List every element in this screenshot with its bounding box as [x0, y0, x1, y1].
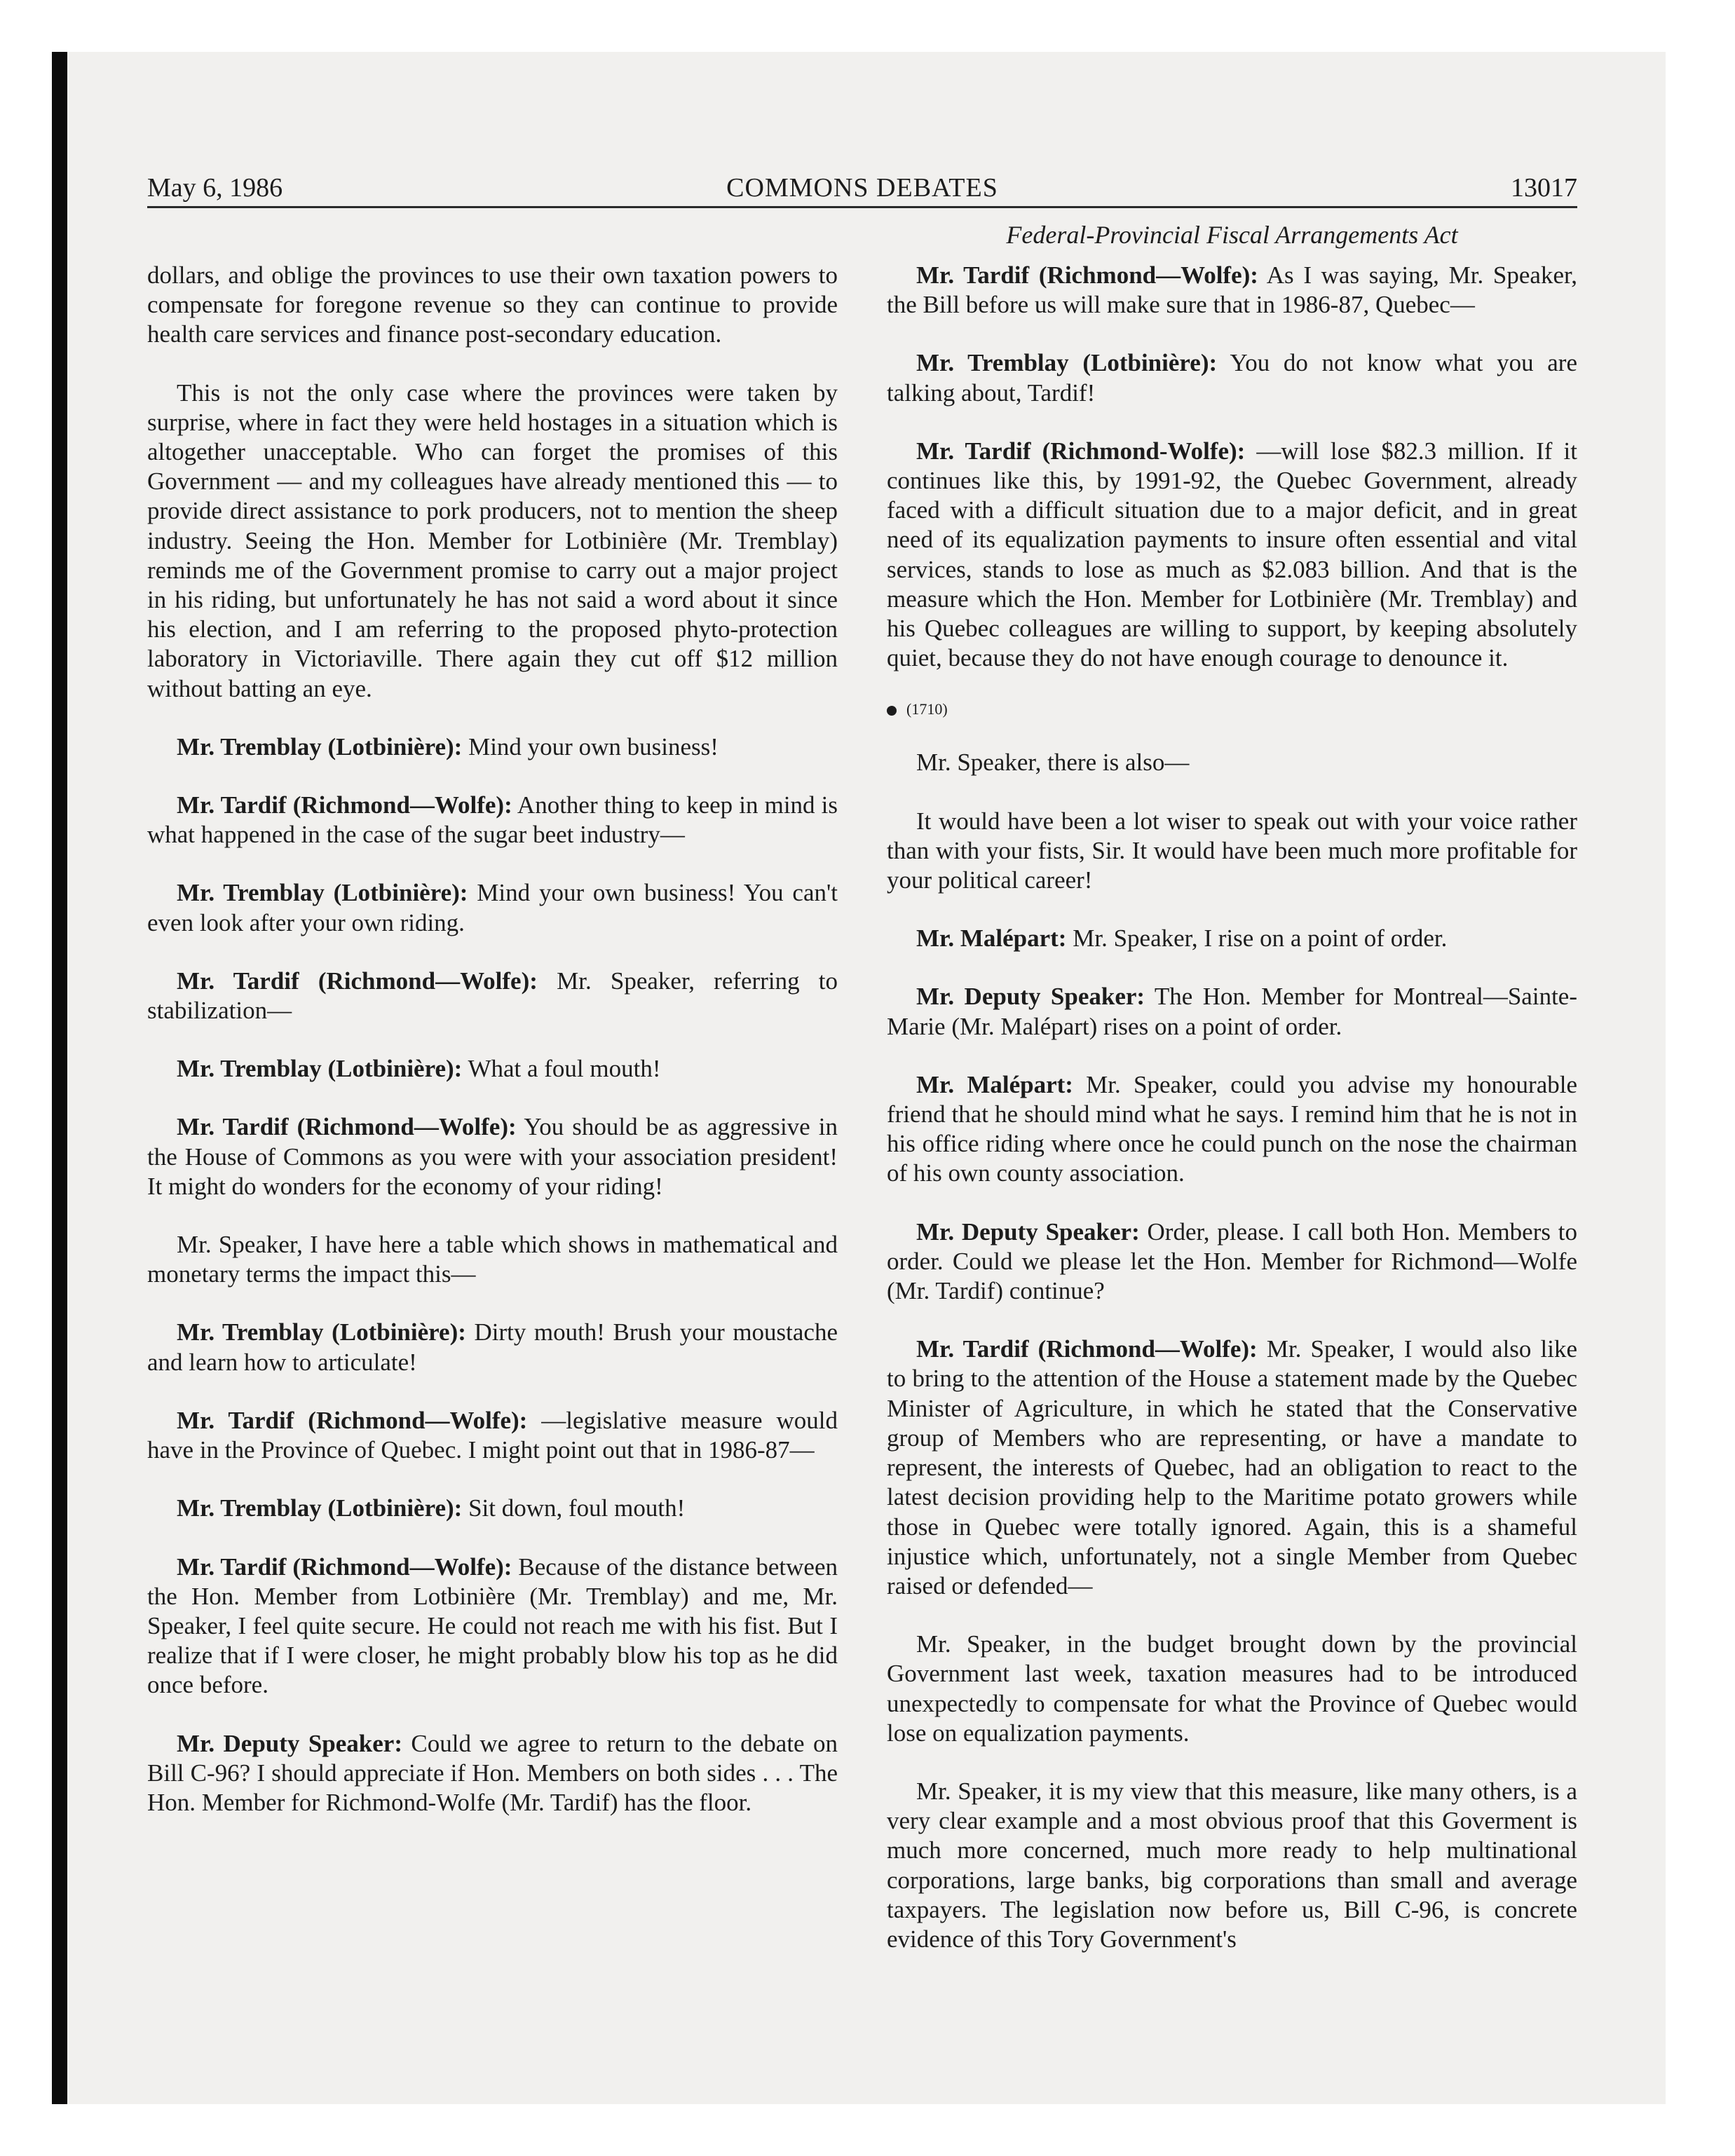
speaker-name: Mr. Tardif (Richmond—Wolfe):	[177, 1553, 512, 1581]
section-title: Federal-Provincial Fiscal Arrangements Act	[1006, 221, 1458, 249]
speech-text: Dirty mouth! Brush your moustache and learn how to articulate!	[147, 1318, 838, 1376]
speech-text: Mr. Speaker, in the budget brought down by the provincial Government last week, taxation measures had to be introduced unexpectedly to compensate for what the Province of Quebec would lose on equalization payments.	[887, 1630, 1577, 1747]
paragraph	[887, 348, 1577, 407]
speech-text: Could we agree to return to the debate on Bill C-96? I should appreciate if Hon. Members on both sides . . . The Hon. Member for Richmond-Wolfe (Mr. Tardif) has the floor.	[147, 1729, 838, 1816]
speech-text: The Hon. Member for Montreal—Sainte-Marie (Mr. Malépart) rises on a point of order.	[887, 983, 1577, 1040]
speech-text: This is not the only case where the provinces were taken by surprise, where in fact they were held hostages in a situation which is altogether unacceptable. Who can forget the promises of this Government — and my colleagues have already mentioned this — to provide direct assistance to pork producers, not to mention the sheep industry. Seeing the Hon. Member for Lotbinière (Mr. Tremblay) reminds me of the Government promise to carry out a major project in his riding, but unfortunately he has not said a word about it since his election, and I am referring to the proposed phyto-protection laboratory in Victoriaville. There again they cut off $12 million without batting an eye.	[147, 378, 838, 702]
paragraph	[887, 261, 1577, 320]
speaker-name: Mr. Tardif (Richmond—Wolfe):	[916, 1335, 1258, 1363]
paragraph	[887, 1335, 1577, 1601]
speech-text: Order, please. I call both Hon. Members to order. Could we please let the Hon. Member for Richmond—Wolfe (Mr. Tardif) continue?	[887, 1217, 1577, 1305]
right-column-part-a	[887, 261, 1577, 673]
paragraph	[147, 1406, 838, 1465]
speech-text: —will lose $82.3 million. If it continues like this, by 1991-92, the Quebec Government, already faced with a difficult situation due to a major deficit, and in great need of its equalization payments to insure often essential and vital services, stands to lose as much as $2.083 billion. And that is the measure which the Hon. Member for Lotbinière (Mr. Tremblay) and his Quebec colleagues are willing to support, by keeping absolutely quiet, because they do not have enough courage to denounce it.	[887, 437, 1577, 672]
header-date: May 6, 1986	[147, 173, 283, 203]
time-marker	[887, 697, 1577, 721]
speech-text: Mr. Speaker, I have here a table which shows in mathematical and monetary terms the impact this—	[147, 1231, 838, 1288]
paragraph	[147, 1054, 838, 1084]
speech-text: Sit down, foul mouth!	[468, 1494, 686, 1522]
paragraph	[887, 924, 1577, 953]
speech-text: It would have been a lot wiser to speak out with your voice rather than with your fists, Sir. It would have been much more profitable for your political career!	[887, 807, 1577, 894]
speaker-name: Mr. Tremblay (Lotbinière):	[916, 349, 1218, 377]
right-column	[887, 261, 1577, 1983]
speech-text: What a foul mouth!	[468, 1055, 661, 1083]
paragraph	[147, 878, 838, 937]
speaker-name: Mr. Tardif (Richmond—Wolfe):	[916, 261, 1258, 289]
paragraph	[887, 437, 1577, 674]
speech-text: Because of the distance between the Hon. Member from Lotbinière (Mr. Tremblay) and me, Mr. Speaker, I feel quite secure. He could not reach me with his fist. But I realize that if I were closer, he might probably blow his top as he did once before.	[147, 1553, 838, 1699]
speech-text: Mr. Speaker, referring to stabilization—	[147, 967, 838, 1025]
paragraph	[147, 967, 838, 1025]
paragraph	[147, 1553, 838, 1700]
speaker-name: Mr. Tremblay (Lotbinière):	[177, 732, 463, 760]
speaker-name: Mr. Tardif (Richmond—Wolfe):	[177, 791, 512, 819]
speaker-name: Mr. Tremblay (Lotbinière):	[177, 1055, 463, 1083]
speech-text: Mr. Speaker, it is my view that this measure, like many others, is a very clear example and a most obvious proof that this Goverment is much more concerned, much more ready to help multinational corporations, large banks, big corporations than small and average taxpayers. The legislation now before us, Bill C-96, is concrete evidence of this Tory Government's	[887, 1777, 1577, 1953]
header-rule	[147, 206, 1577, 208]
speech-text: As I was saying, Mr. Speaker, the Bill before us will make sure that in 1986-87, Quebec—	[887, 261, 1578, 319]
speaker-name: Mr. Tardif (Richmond—Wolfe):	[177, 1406, 528, 1434]
paragraph	[887, 1217, 1577, 1306]
speech-text: dollars, and oblige the provinces to use their own taxation powers to compensate for foregone revenue so they can continue to provide health care services and finance post-secondary education.	[147, 261, 838, 348]
paragraph	[887, 748, 1577, 777]
page-header	[147, 168, 1577, 207]
speaker-name: Mr. Tremblay (Lotbinière):	[177, 879, 468, 907]
speech-text: Mr. Speaker, I would also like to bring to the attention of the House a statement made by the Quebec Minister of Agriculture, in which he stated that the Conservative group of Members who are representing, or have a mandate to represent, the interests of Quebec, had an obligation to react to the latest decision providing help to the Maritime potato growers while those in Quebec were totally ignored. Again, this is a shameful injustice which, unfortunately, not a single Member from Quebec raised or defended—	[887, 1335, 1578, 1599]
header-page-number: 13017	[1511, 173, 1577, 203]
speech-text: —legislative measure would have in the Province of Quebec. I might point out that in 1986-87—	[147, 1406, 838, 1464]
paragraph	[147, 791, 838, 850]
paragraph	[147, 1112, 838, 1201]
paragraph	[887, 982, 1577, 1041]
speaker-name: Mr. Deputy Speaker:	[916, 1217, 1140, 1246]
speech-text: Another thing to keep in mind is what happened in the case of the sugar beet industry—	[147, 791, 838, 849]
time-marker-text: (1710)	[906, 700, 948, 718]
header-title: COMMONS DEBATES	[726, 173, 998, 203]
speaker-name: Mr. Deputy Speaker:	[916, 983, 1145, 1011]
scan-edge-shadow	[52, 52, 67, 2104]
bullet-icon	[887, 706, 897, 716]
paragraph	[147, 1494, 838, 1523]
paragraph	[887, 1630, 1577, 1748]
speech-text: Mr. Speaker, could you advise my honourable friend that he should mind what he says. I remind him that he is not in his office riding where once he could punch on the nose the chairman of his own county association.	[887, 1070, 1578, 1187]
paragraph	[887, 1070, 1577, 1189]
speaker-name: Mr. Tremblay (Lotbinière):	[177, 1318, 466, 1346]
speaker-name: Mr. Tardif (Richmond-Wolfe):	[916, 437, 1246, 465]
speech-text: Mr. Speaker, there is also—	[916, 749, 1190, 777]
speaker-name: Mr. Tardif (Richmond—Wolfe):	[177, 967, 538, 995]
paragraph	[147, 1230, 838, 1289]
paragraph	[147, 1318, 838, 1377]
speaker-name: Mr. Malépart:	[916, 925, 1067, 953]
paragraph	[147, 261, 838, 350]
paragraph	[147, 1729, 838, 1818]
speech-text: Mind your own business! You can't even look after your own riding.	[147, 879, 838, 936]
paragraph	[147, 732, 838, 762]
speaker-name: Mr. Deputy Speaker:	[177, 1729, 402, 1757]
speaker-name: Mr. Tremblay (Lotbinière):	[177, 1494, 463, 1522]
right-column-part-b	[887, 748, 1577, 1954]
speaker-name: Mr. Tardif (Richmond—Wolfe):	[177, 1113, 517, 1141]
paragraph	[887, 1777, 1577, 1954]
speaker-name: Mr. Malépart:	[916, 1070, 1073, 1098]
speech-text: You do not know what you are talking about, Tardif!	[887, 349, 1577, 407]
speech-text: You should be as aggressive in the House of Commons as you were with your association president! It might do wonders for the economy of your riding!	[147, 1113, 838, 1200]
paragraph	[147, 378, 838, 704]
left-column	[147, 261, 838, 1846]
paragraph	[887, 807, 1577, 896]
speech-text: Mind your own business!	[468, 732, 719, 760]
speech-text: Mr. Speaker, I rise on a point of order.	[1073, 925, 1448, 953]
